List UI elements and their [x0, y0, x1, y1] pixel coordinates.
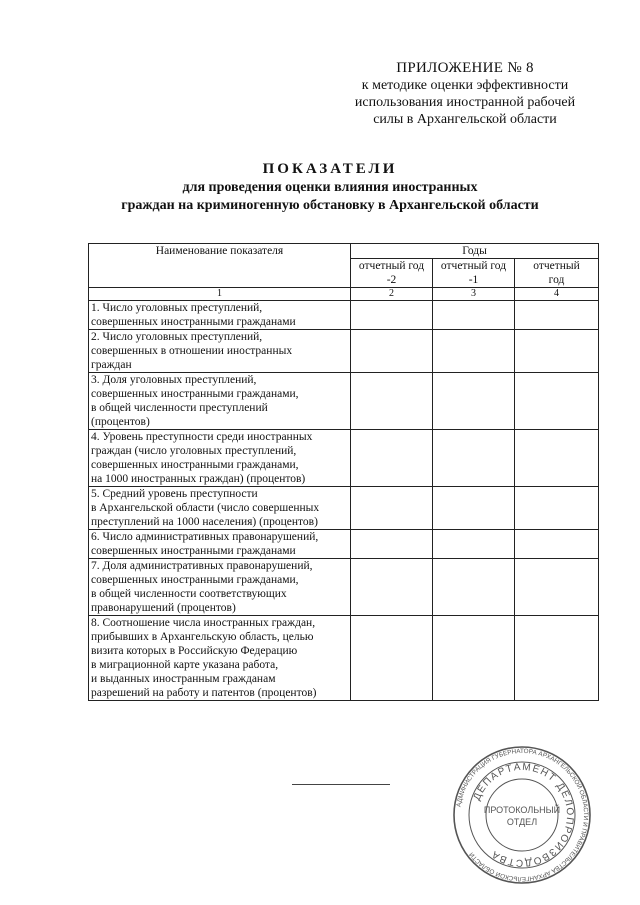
indicator-name-line: прибывших в Архангельскую область, целью	[91, 631, 314, 643]
indicator-name-line: совершенных в отношении иностранных	[91, 345, 293, 357]
indicator-name-line: 3. Доля уголовных преступлений,	[91, 374, 257, 386]
indicator-name-line: разрешений на работу и патентов (процентов)	[91, 687, 317, 699]
col-header-years: Годы	[351, 244, 599, 259]
column-number: 1	[89, 288, 351, 301]
indicator-name-line: правонарушений (процентов)	[91, 602, 236, 614]
indicator-value-cell	[433, 373, 515, 430]
indicator-value-cell	[351, 530, 433, 559]
indicator-row	[89, 530, 599, 559]
document-title	[60, 160, 600, 215]
indicator-row	[89, 559, 599, 616]
stamp-inner-circle	[483, 779, 561, 851]
indicator-row	[89, 487, 599, 530]
indicator-value-cell	[351, 301, 433, 330]
indicator-name-line: 4. Уровень преступности среди иностранных	[91, 431, 313, 443]
indicator-value-cell	[515, 487, 599, 530]
appendix-number: ПРИЛОЖЕНИЕ № 8	[396, 60, 534, 76]
indicator-name-line: совершенных иностранными гражданами	[91, 316, 296, 328]
indicator-name-line: 5. Средний уровень преступности	[91, 488, 258, 500]
stamp-ring-text: ДЕПАРТАМЕНТ ДЕЛОПРОИЗВОДСТВА	[471, 761, 576, 869]
appendix-subtitle-line-3: силы в Архангельской области	[373, 112, 557, 127]
indicator-name-line: 7. Доля административных правонарушений,	[91, 560, 313, 572]
indicator-value-cell	[433, 430, 515, 487]
indicator-name-line: совершенных иностранными гражданами	[91, 545, 296, 557]
indicator-value-cell	[351, 616, 433, 701]
column-number: 3	[433, 288, 515, 301]
title-line-1: для проведения оценки влияния иностранных	[182, 180, 478, 195]
indicator-name-line: совершенных иностранными гражданами,	[91, 388, 299, 400]
title-line-2: граждан на криминогенную обстановку в Архангельской области	[121, 198, 539, 213]
year-col-label: отчетный	[533, 260, 580, 272]
indicator-value-cell	[433, 530, 515, 559]
indicator-value-cell	[433, 616, 515, 701]
year-col-label: отчетный год	[440, 260, 507, 272]
indicator-name	[89, 530, 351, 559]
appendix-header	[330, 60, 600, 128]
stamp-center-line-2: ОТДЕЛ	[506, 817, 538, 827]
indicator-value-cell	[351, 373, 433, 430]
indicator-name	[89, 559, 351, 616]
indicator-name	[89, 373, 351, 430]
indicator-name-line: на 1000 иностранных граждан) (процентов)	[91, 473, 306, 485]
indicator-value-cell	[515, 530, 599, 559]
year-col-offset: -2	[386, 274, 397, 286]
indicator-name-line: (процентов)	[91, 416, 150, 428]
appendix-subtitle-line-2: использования иностранной рабочей	[354, 95, 576, 110]
indicator-name	[89, 430, 351, 487]
indicator-row	[89, 301, 599, 330]
indicator-value-cell	[433, 559, 515, 616]
appendix-subtitle-line-1: к методике оценки эффективности	[361, 78, 569, 93]
indicator-name-line: граждан (число уголовных преступлений,	[91, 445, 297, 457]
col-header-year-minus-1	[433, 259, 515, 288]
year-col-label: отчетный год	[358, 260, 425, 272]
col-header-name: Наименование показателя	[89, 244, 351, 288]
indicator-value-cell	[433, 301, 515, 330]
indicator-name-line: 2. Число уголовных преступлений,	[91, 331, 263, 343]
title-main: ПОКАЗАТЕЛИ	[262, 161, 398, 177]
indicators-table	[88, 243, 599, 701]
indicator-name-line: граждан	[91, 359, 132, 371]
indicator-name-line: в общей численности преступлений	[91, 402, 268, 414]
indicator-name-line: 1. Число уголовных преступлений,	[91, 302, 263, 314]
indicator-name-line: совершенных иностранными гражданами,	[91, 459, 299, 471]
indicators-table-body	[89, 288, 599, 701]
indicator-name	[89, 487, 351, 530]
indicator-value-cell	[515, 301, 599, 330]
indicator-row	[89, 430, 599, 487]
indicator-value-cell	[515, 430, 599, 487]
indicator-name-line: визита которых в Российскую Федерацию	[91, 645, 298, 657]
indicator-value-cell	[351, 430, 433, 487]
indicator-value-cell	[351, 330, 433, 373]
col-header-reporting-year	[515, 259, 599, 288]
stamp-center-line-1: ПРОТОКОЛЬНЫЙ	[483, 805, 561, 815]
indicator-value-cell	[515, 373, 599, 430]
indicator-row	[89, 373, 599, 430]
indicator-name-line: в миграционной карте указана работа,	[91, 659, 279, 671]
signature-line	[292, 784, 390, 785]
indicator-value-cell	[433, 487, 515, 530]
indicator-name-line: совершенных иностранными гражданами,	[91, 574, 299, 586]
indicator-name-line: 8. Соотношение числа иностранных граждан,	[91, 617, 316, 629]
indicator-row	[89, 616, 599, 701]
indicator-name	[89, 616, 351, 701]
column-numbers-row	[89, 288, 599, 301]
year-col-offset: -1	[468, 274, 479, 286]
indicator-value-cell	[351, 559, 433, 616]
indicator-value-cell	[515, 616, 599, 701]
stamp-outer-text: АДМИНИСТРАЦИЯ ГУБЕРНАТОРА АРХАНГЕЛЬСКОЙ ОБЛАСТИ И ПРАВИТЕЛЬСТВА АРХАНГЕЛЬСКОЙ ОБЛАСТИ	[455, 747, 590, 883]
indicator-name	[89, 301, 351, 330]
indicator-row	[89, 330, 599, 373]
indicator-value-cell	[515, 559, 599, 616]
col-header-year-minus-2	[351, 259, 433, 288]
column-number: 4	[515, 288, 599, 301]
indicator-name-line: и выданных иностранным гражданам	[91, 673, 276, 685]
indicator-name	[89, 330, 351, 373]
indicator-value-cell	[351, 487, 433, 530]
year-col-offset: год	[548, 274, 565, 286]
indicator-value-cell	[515, 330, 599, 373]
indicator-name-line: в общей численности соответствующих	[91, 588, 287, 600]
indicator-name-line: в Архангельской области (число совершенных	[91, 502, 320, 514]
indicator-name-line: 6. Число административных правонарушений,	[91, 531, 319, 543]
indicator-value-cell	[433, 330, 515, 373]
column-number: 2	[351, 288, 433, 301]
indicator-name-line: преступлений на 1000 населения) (процентов)	[91, 516, 318, 528]
protocol-department-stamp	[452, 745, 592, 885]
